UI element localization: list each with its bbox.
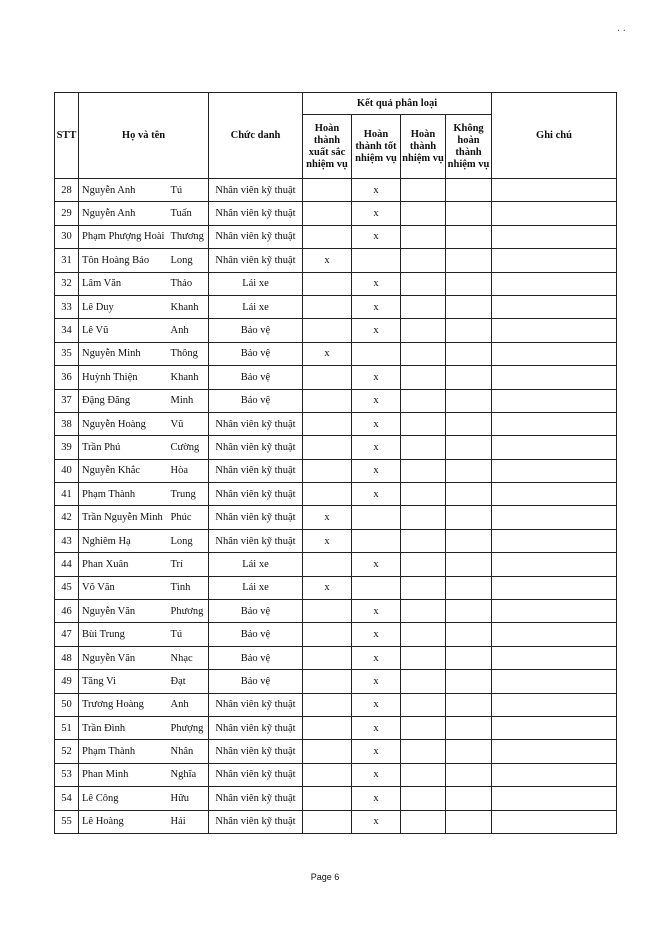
- cell-complete-mark: [401, 179, 446, 202]
- cell-note: [492, 693, 617, 716]
- cell-note: [492, 553, 617, 576]
- table-row: [55, 366, 617, 389]
- cell-note: [492, 436, 617, 459]
- cell-note: [492, 483, 617, 506]
- cell-good-mark: x: [352, 202, 401, 225]
- cell-position: Bảo vệ: [209, 600, 303, 623]
- cell-complete-mark: [401, 342, 446, 365]
- cell-good-mark: x: [352, 553, 401, 576]
- table-row: [55, 319, 617, 342]
- cell-incomplete-mark: [446, 202, 492, 225]
- cell-excellent-mark: [303, 553, 352, 576]
- cell-stt: 34: [55, 319, 79, 342]
- cell-family-name: Nguyễn Văn: [79, 646, 169, 669]
- cell-position: Nhân viên kỹ thuật: [209, 412, 303, 435]
- cell-position: Bảo vệ: [209, 319, 303, 342]
- cell-family-name: Tôn Hoàng Bảo: [79, 249, 169, 272]
- cell-good-mark: [352, 576, 401, 599]
- cell-stt: 50: [55, 693, 79, 716]
- table-row: [55, 389, 617, 412]
- cell-note: [492, 389, 617, 412]
- header-complete: Hoàn thành nhiệm vụ: [401, 115, 446, 179]
- cell-family-name: Trần Đình: [79, 716, 169, 739]
- header-good: Hoàn thành tốt nhiệm vụ: [352, 115, 401, 179]
- cell-family-name: Đặng Đăng: [79, 389, 169, 412]
- cell-stt: 44: [55, 553, 79, 576]
- cell-excellent-mark: [303, 366, 352, 389]
- cell-given-name: Thương: [169, 225, 209, 248]
- cell-family-name: Tăng Vi: [79, 670, 169, 693]
- cell-given-name: Anh: [169, 319, 209, 342]
- cell-position: Lái xe: [209, 295, 303, 318]
- cell-incomplete-mark: [446, 553, 492, 576]
- cell-complete-mark: [401, 529, 446, 552]
- cell-position: Nhân viên kỹ thuật: [209, 506, 303, 529]
- table-row: [55, 553, 617, 576]
- cell-position: Bảo vệ: [209, 389, 303, 412]
- cell-excellent-mark: [303, 459, 352, 482]
- cell-given-name: Tình: [169, 576, 209, 599]
- cell-family-name: Nguyễn Anh: [79, 179, 169, 202]
- cell-position: Nhân viên kỹ thuật: [209, 787, 303, 810]
- cell-note: [492, 670, 617, 693]
- cell-good-mark: x: [352, 623, 401, 646]
- cell-note: [492, 459, 617, 482]
- cell-note: [492, 412, 617, 435]
- cell-position: Bảo vệ: [209, 670, 303, 693]
- cell-good-mark: x: [352, 272, 401, 295]
- cell-given-name: Long: [169, 529, 209, 552]
- cell-good-mark: x: [352, 740, 401, 763]
- cell-stt: 55: [55, 810, 79, 833]
- cell-complete-mark: [401, 716, 446, 739]
- header-stt: STT: [55, 93, 79, 179]
- cell-good-mark: x: [352, 693, 401, 716]
- cell-given-name: Trung: [169, 483, 209, 506]
- cell-excellent-mark: [303, 787, 352, 810]
- cell-excellent-mark: [303, 740, 352, 763]
- cell-note: [492, 810, 617, 833]
- cell-incomplete-mark: [446, 436, 492, 459]
- cell-excellent-mark: [303, 436, 352, 459]
- cell-position: Lái xe: [209, 553, 303, 576]
- cell-family-name: Lê Duy: [79, 295, 169, 318]
- cell-given-name: Khanh: [169, 366, 209, 389]
- cell-complete-mark: [401, 295, 446, 318]
- cell-given-name: Thông: [169, 342, 209, 365]
- cell-good-mark: x: [352, 319, 401, 342]
- cell-incomplete-mark: [446, 600, 492, 623]
- cell-note: [492, 272, 617, 295]
- cell-excellent-mark: [303, 272, 352, 295]
- cell-given-name: Hải: [169, 810, 209, 833]
- cell-note: [492, 576, 617, 599]
- cell-excellent-mark: [303, 319, 352, 342]
- cell-note: [492, 740, 617, 763]
- cell-excellent-mark: [303, 202, 352, 225]
- cell-given-name: Tú: [169, 623, 209, 646]
- cell-good-mark: x: [352, 389, 401, 412]
- cell-good-mark: x: [352, 600, 401, 623]
- cell-incomplete-mark: [446, 763, 492, 786]
- cell-incomplete-mark: [446, 529, 492, 552]
- cell-complete-mark: [401, 225, 446, 248]
- cell-position: Nhân viên kỹ thuật: [209, 716, 303, 739]
- cell-good-mark: x: [352, 763, 401, 786]
- cell-note: [492, 342, 617, 365]
- cell-stt: 31: [55, 249, 79, 272]
- cell-incomplete-mark: [446, 670, 492, 693]
- table-header: [55, 93, 617, 179]
- cell-position: Nhân viên kỹ thuật: [209, 459, 303, 482]
- cell-position: Nhân viên kỹ thuật: [209, 483, 303, 506]
- cell-stt: 49: [55, 670, 79, 693]
- table-row: [55, 740, 617, 763]
- cell-family-name: Nguyễn Khắc: [79, 459, 169, 482]
- cell-excellent-mark: [303, 412, 352, 435]
- cell-incomplete-mark: [446, 412, 492, 435]
- cell-given-name: Tuấn: [169, 202, 209, 225]
- table-row: [55, 576, 617, 599]
- cell-stt: 30: [55, 225, 79, 248]
- header-position: Chức danh: [209, 93, 303, 179]
- cell-complete-mark: [401, 459, 446, 482]
- cell-given-name: Minh: [169, 389, 209, 412]
- cell-position: Nhân viên kỹ thuật: [209, 740, 303, 763]
- cell-family-name: Nguyễn Văn: [79, 600, 169, 623]
- cell-good-mark: x: [352, 646, 401, 669]
- cell-note: [492, 295, 617, 318]
- cell-stt: 35: [55, 342, 79, 365]
- cell-stt: 48: [55, 646, 79, 669]
- cell-position: Nhân viên kỹ thuật: [209, 249, 303, 272]
- cell-position: Nhân viên kỹ thuật: [209, 529, 303, 552]
- cell-family-name: Trần Nguyễn Minh: [79, 506, 169, 529]
- table-row: [55, 600, 617, 623]
- cell-family-name: Lê Công: [79, 787, 169, 810]
- cell-given-name: Nhạc: [169, 646, 209, 669]
- cell-family-name: Nguyễn Anh: [79, 202, 169, 225]
- table-row: [55, 295, 617, 318]
- table-row: [55, 763, 617, 786]
- cell-incomplete-mark: [446, 342, 492, 365]
- cell-stt: 51: [55, 716, 79, 739]
- cell-complete-mark: [401, 436, 446, 459]
- cell-family-name: Võ Văn: [79, 576, 169, 599]
- cell-stt: 46: [55, 600, 79, 623]
- cell-excellent-mark: x: [303, 342, 352, 365]
- cell-good-mark: x: [352, 670, 401, 693]
- cell-given-name: Thảo: [169, 272, 209, 295]
- cell-complete-mark: [401, 389, 446, 412]
- cell-family-name: Bùi Trung: [79, 623, 169, 646]
- cell-given-name: Đạt: [169, 670, 209, 693]
- table-row: [55, 179, 617, 202]
- cell-note: [492, 716, 617, 739]
- cell-incomplete-mark: [446, 389, 492, 412]
- cell-incomplete-mark: [446, 366, 492, 389]
- cell-position: Nhân viên kỹ thuật: [209, 763, 303, 786]
- cell-incomplete-mark: [446, 225, 492, 248]
- cell-excellent-mark: [303, 295, 352, 318]
- cell-position: Bảo vệ: [209, 342, 303, 365]
- cell-excellent-mark: [303, 483, 352, 506]
- page-number: Page 6: [310, 872, 340, 882]
- cell-stt: 32: [55, 272, 79, 295]
- cell-note: [492, 529, 617, 552]
- cell-excellent-mark: x: [303, 576, 352, 599]
- cell-excellent-mark: [303, 389, 352, 412]
- cell-incomplete-mark: [446, 740, 492, 763]
- cell-incomplete-mark: [446, 272, 492, 295]
- cell-complete-mark: [401, 272, 446, 295]
- cell-excellent-mark: [303, 716, 352, 739]
- cell-excellent-mark: [303, 810, 352, 833]
- cell-good-mark: x: [352, 436, 401, 459]
- cell-good-mark: x: [352, 295, 401, 318]
- cell-complete-mark: [401, 787, 446, 810]
- cell-stt: 45: [55, 576, 79, 599]
- cell-incomplete-mark: [446, 576, 492, 599]
- cell-stt: 41: [55, 483, 79, 506]
- cell-good-mark: x: [352, 366, 401, 389]
- classification-table-wrapper: [54, 92, 617, 834]
- cell-stt: 36: [55, 366, 79, 389]
- cell-incomplete-mark: [446, 623, 492, 646]
- cell-complete-mark: [401, 670, 446, 693]
- cell-note: [492, 225, 617, 248]
- cell-complete-mark: [401, 366, 446, 389]
- cell-stt: 33: [55, 295, 79, 318]
- cell-excellent-mark: [303, 600, 352, 623]
- cell-given-name: Nhân: [169, 740, 209, 763]
- cell-stt: 52: [55, 740, 79, 763]
- table-row: [55, 225, 617, 248]
- cell-position: Nhân viên kỹ thuật: [209, 693, 303, 716]
- classification-table: [54, 92, 617, 834]
- cell-complete-mark: [401, 412, 446, 435]
- cell-stt: 28: [55, 179, 79, 202]
- cell-family-name: Phạm Thành: [79, 740, 169, 763]
- cell-note: [492, 763, 617, 786]
- cell-given-name: Hòa: [169, 459, 209, 482]
- cell-stt: 42: [55, 506, 79, 529]
- cell-complete-mark: [401, 249, 446, 272]
- cell-note: [492, 366, 617, 389]
- cell-complete-mark: [401, 576, 446, 599]
- cell-complete-mark: [401, 483, 446, 506]
- cell-good-mark: x: [352, 810, 401, 833]
- table-row: [55, 483, 617, 506]
- cell-family-name: Lê Hoàng: [79, 810, 169, 833]
- cell-good-mark: x: [352, 225, 401, 248]
- cell-family-name: Phạm Phượng Hoài: [79, 225, 169, 248]
- cell-good-mark: x: [352, 483, 401, 506]
- cell-good-mark: [352, 529, 401, 552]
- cell-position: Nhân viên kỹ thuật: [209, 810, 303, 833]
- cell-good-mark: [352, 342, 401, 365]
- cell-incomplete-mark: [446, 810, 492, 833]
- cell-position: Bảo vệ: [209, 646, 303, 669]
- cell-incomplete-mark: [446, 249, 492, 272]
- cell-stt: 43: [55, 529, 79, 552]
- cell-family-name: Phan Xuân: [79, 553, 169, 576]
- table-row: [55, 459, 617, 482]
- cell-incomplete-mark: [446, 295, 492, 318]
- table-row: [55, 249, 617, 272]
- table-row: [55, 623, 617, 646]
- cell-given-name: Anh: [169, 693, 209, 716]
- cell-good-mark: x: [352, 459, 401, 482]
- cell-family-name: Phan Minh: [79, 763, 169, 786]
- header-excellent: Hoàn thành xuất sắc nhiệm vụ: [303, 115, 352, 179]
- cell-note: [492, 202, 617, 225]
- cell-stt: 53: [55, 763, 79, 786]
- cell-stt: 29: [55, 202, 79, 225]
- cell-note: [492, 506, 617, 529]
- cell-position: Bảo vệ: [209, 623, 303, 646]
- cell-note: [492, 249, 617, 272]
- cell-good-mark: x: [352, 179, 401, 202]
- cell-given-name: Phương: [169, 600, 209, 623]
- cell-incomplete-mark: [446, 483, 492, 506]
- cell-given-name: Cường: [169, 436, 209, 459]
- cell-note: [492, 623, 617, 646]
- cell-family-name: Nguyễn Hoàng: [79, 412, 169, 435]
- cell-good-mark: x: [352, 412, 401, 435]
- table-row: [55, 202, 617, 225]
- cell-complete-mark: [401, 202, 446, 225]
- cell-given-name: Nghĩa: [169, 763, 209, 786]
- cell-incomplete-mark: [446, 693, 492, 716]
- cell-stt: 40: [55, 459, 79, 482]
- cell-given-name: Trí: [169, 553, 209, 576]
- header-notes: Ghi chú: [492, 93, 617, 179]
- table-row: [55, 787, 617, 810]
- cell-stt: 39: [55, 436, 79, 459]
- table-row: [55, 342, 617, 365]
- cell-position: Bảo vệ: [209, 366, 303, 389]
- cell-stt: 47: [55, 623, 79, 646]
- cell-complete-mark: [401, 553, 446, 576]
- cell-family-name: Nguyễn Minh: [79, 342, 169, 365]
- header-incomplete: Không hoàn thành nhiệm vụ: [446, 115, 492, 179]
- cell-stt: 38: [55, 412, 79, 435]
- cell-excellent-mark: [303, 693, 352, 716]
- cell-note: [492, 787, 617, 810]
- cell-incomplete-mark: [446, 646, 492, 669]
- cell-incomplete-mark: [446, 716, 492, 739]
- cell-given-name: Tú: [169, 179, 209, 202]
- cell-incomplete-mark: [446, 319, 492, 342]
- cell-note: [492, 319, 617, 342]
- header-result-group: Kết quả phân loại: [303, 93, 492, 115]
- cell-family-name: Lê Vũ: [79, 319, 169, 342]
- cell-incomplete-mark: [446, 787, 492, 810]
- cell-excellent-mark: x: [303, 249, 352, 272]
- cell-given-name: Long: [169, 249, 209, 272]
- cell-position: Lái xe: [209, 576, 303, 599]
- table-row: [55, 693, 617, 716]
- cell-excellent-mark: [303, 646, 352, 669]
- table-row: [55, 436, 617, 459]
- cell-position: Nhân viên kỹ thuật: [209, 436, 303, 459]
- cell-note: [492, 646, 617, 669]
- cell-given-name: Vũ: [169, 412, 209, 435]
- cell-excellent-mark: [303, 763, 352, 786]
- cell-excellent-mark: [303, 225, 352, 248]
- cell-incomplete-mark: [446, 179, 492, 202]
- cell-excellent-mark: x: [303, 506, 352, 529]
- cell-family-name: Nghiêm Hạ: [79, 529, 169, 552]
- table-row: [55, 810, 617, 833]
- cell-complete-mark: [401, 319, 446, 342]
- cell-excellent-mark: [303, 623, 352, 646]
- cell-complete-mark: [401, 623, 446, 646]
- cell-complete-mark: [401, 810, 446, 833]
- cell-position: Nhân viên kỹ thuật: [209, 225, 303, 248]
- cell-position: Nhân viên kỹ thuật: [209, 179, 303, 202]
- cell-excellent-mark: x: [303, 529, 352, 552]
- cell-complete-mark: [401, 693, 446, 716]
- cell-complete-mark: [401, 763, 446, 786]
- cell-excellent-mark: [303, 179, 352, 202]
- cell-good-mark: x: [352, 716, 401, 739]
- cell-stt: 37: [55, 389, 79, 412]
- cell-incomplete-mark: [446, 459, 492, 482]
- scan-specks: · ·: [616, 26, 626, 37]
- table-body: [55, 179, 617, 834]
- cell-stt: 54: [55, 787, 79, 810]
- cell-complete-mark: [401, 506, 446, 529]
- cell-good-mark: [352, 506, 401, 529]
- cell-given-name: Hữu: [169, 787, 209, 810]
- cell-family-name: Phạm Thành: [79, 483, 169, 506]
- cell-good-mark: [352, 249, 401, 272]
- table-row: [55, 529, 617, 552]
- cell-given-name: Phúc: [169, 506, 209, 529]
- cell-position: Lái xe: [209, 272, 303, 295]
- cell-good-mark: x: [352, 787, 401, 810]
- cell-family-name: Trương Hoàng: [79, 693, 169, 716]
- table-row: [55, 272, 617, 295]
- cell-excellent-mark: [303, 670, 352, 693]
- cell-family-name: Lâm Văn: [79, 272, 169, 295]
- cell-note: [492, 600, 617, 623]
- cell-given-name: Khanh: [169, 295, 209, 318]
- cell-complete-mark: [401, 740, 446, 763]
- cell-position: Nhân viên kỹ thuật: [209, 202, 303, 225]
- table-row: [55, 716, 617, 739]
- cell-complete-mark: [401, 600, 446, 623]
- cell-family-name: Huỳnh Thiện: [79, 366, 169, 389]
- table-row: [55, 506, 617, 529]
- header-name: Họ và tên: [79, 93, 209, 179]
- table-row: [55, 646, 617, 669]
- cell-incomplete-mark: [446, 506, 492, 529]
- cell-note: [492, 179, 617, 202]
- table-row: [55, 412, 617, 435]
- cell-given-name: Phượng: [169, 716, 209, 739]
- table-row: [55, 670, 617, 693]
- cell-complete-mark: [401, 646, 446, 669]
- cell-family-name: Trần Phú: [79, 436, 169, 459]
